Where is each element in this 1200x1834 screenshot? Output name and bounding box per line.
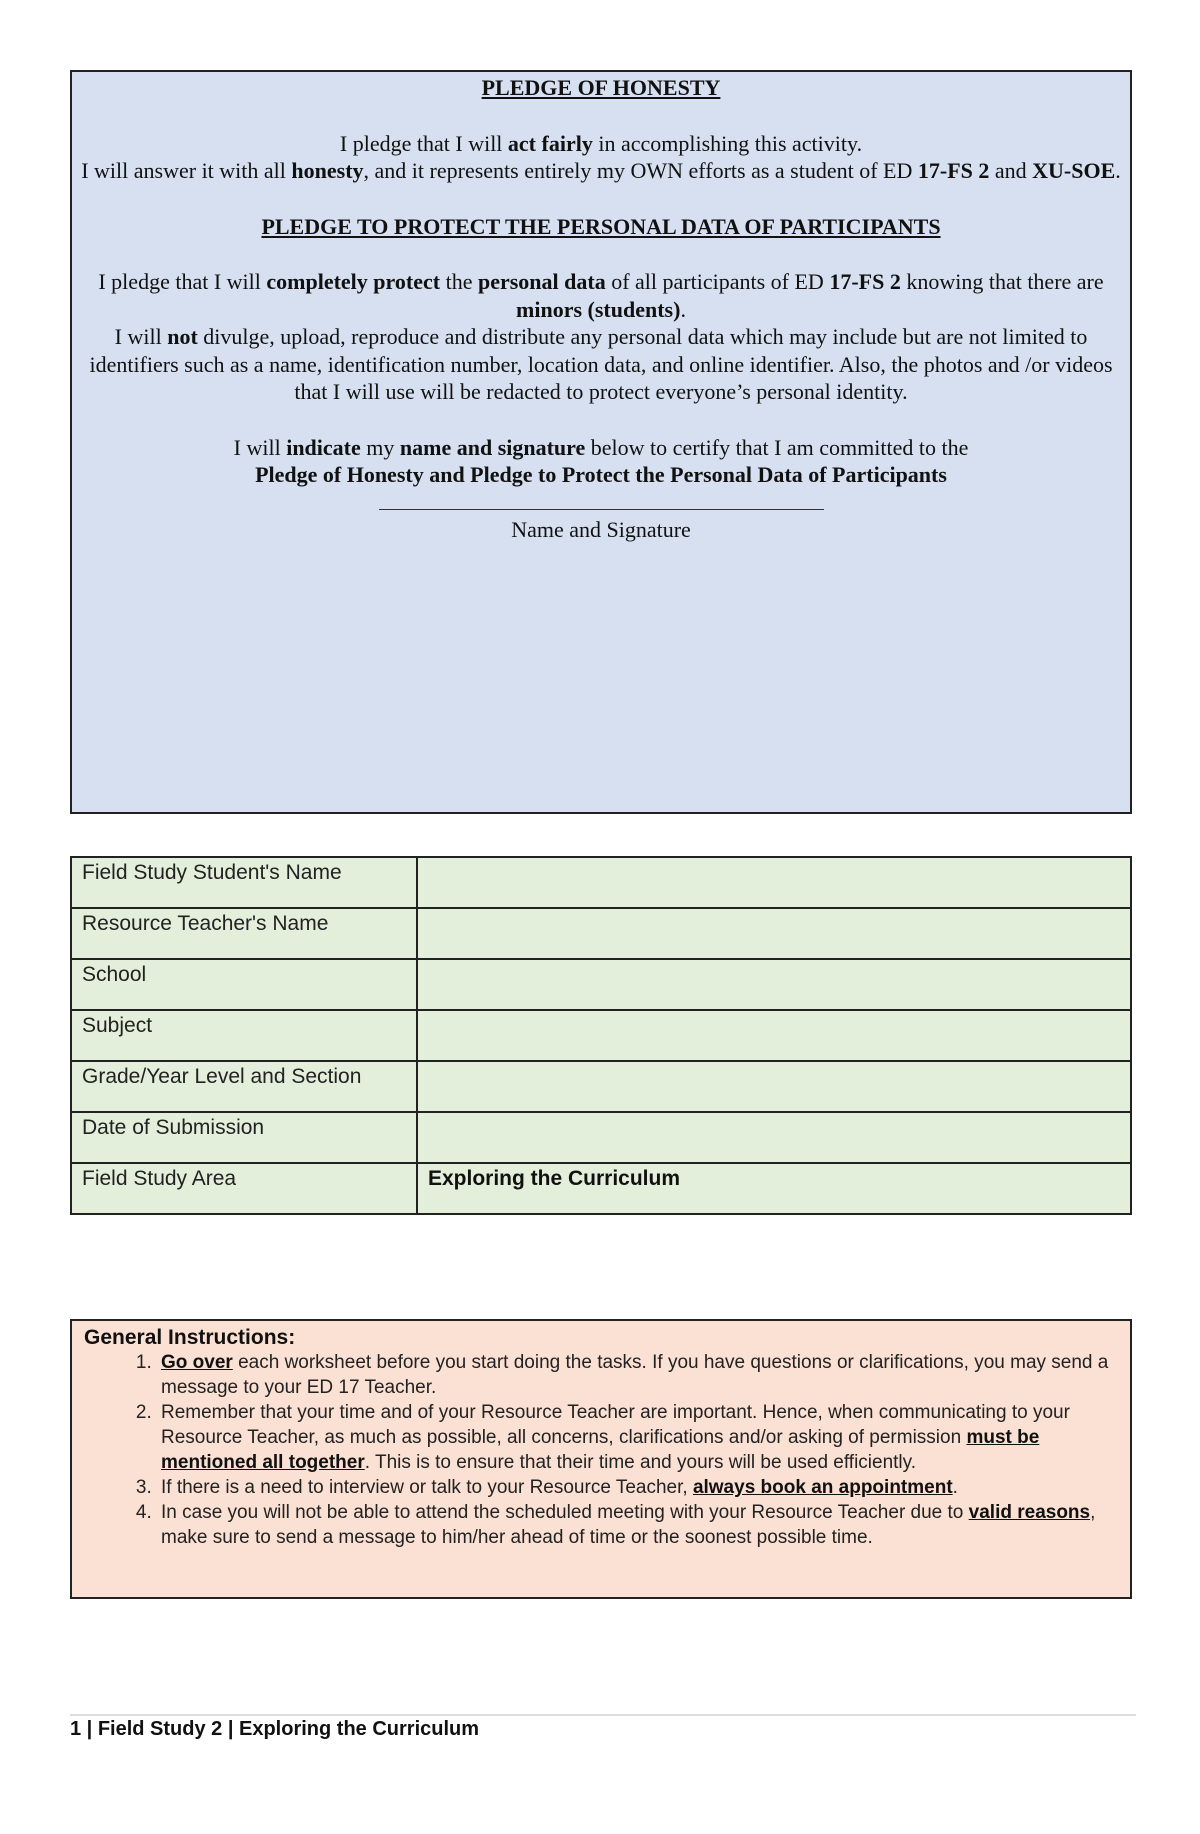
pledge-data-title: PLEDGE TO PROTECT THE PERSONAL DATA OF PARTICIPANTS: [261, 213, 941, 239]
signature-line[interactable]: [72, 489, 1130, 517]
table-row: [71, 1061, 1131, 1112]
pledge-box: [70, 70, 1132, 814]
row-label: Field Study Area: [71, 1163, 417, 1214]
table-row: [71, 857, 1131, 908]
list-item: 2. Remember that your time and of your Resource Teacher are important. Hence, when communicating to your Resource Teacher, as much as possible, all concerns, clarifications and/or asking of permission must be mentioned all together. This is to ensure that their time and yours will be used efficiently.: [157, 1400, 1118, 1475]
table-row: [71, 1010, 1131, 1061]
row-label: Field Study Student's Name: [71, 857, 417, 908]
subject-field[interactable]: [417, 1010, 1131, 1061]
student-name-field[interactable]: [417, 857, 1131, 908]
table-row: [71, 959, 1131, 1010]
pledge-data-paragraph-2: I will not divulge, upload, reproduce and distribute any personal data which may include but are not limited to identifiers such as a name, identification number, location data, and online identifier. Also, the photos and /or videos that I will use will be redacted to protect everyone’s personal identity.: [89, 324, 1113, 404]
instructions-list: [84, 1350, 1118, 1550]
row-label: Subject: [71, 1010, 417, 1061]
list-item: 4. In case you will not be able to attend the scheduled meeting with your Resource Teacher due to valid reasons, make sure to send a message to him/her ahead of time or the soonest possible time.: [157, 1500, 1118, 1550]
student-info-table: [70, 856, 1132, 1215]
resource-teacher-field[interactable]: [417, 908, 1131, 959]
pledge-certify-title: Pledge of Honesty and Pledge to Protect the Personal Data of Participants: [255, 462, 947, 487]
general-instructions-box: [70, 1319, 1132, 1599]
pledge-data-paragraph-1: I pledge that I will completely protect the personal data of all participants of ED 17-FS 2 knowing that there are minors (students).: [98, 269, 1104, 322]
page-footer: 1 | Field Study 2 | Exploring the Curriculum: [70, 1718, 480, 1740]
pledge-line-1: I pledge that I will act fairly in accomplishing this activity.: [339, 130, 863, 156]
grade-section-field[interactable]: [417, 1061, 1131, 1112]
footer-divider: [70, 1714, 1136, 1716]
row-label: Grade/Year Level and Section: [71, 1061, 417, 1112]
row-label: Date of Submission: [71, 1112, 417, 1163]
school-field[interactable]: [417, 959, 1131, 1010]
table-row: [71, 908, 1131, 959]
pledge-of-honesty-title: PLEDGE OF HONESTY: [481, 75, 721, 100]
list-item: 3. If there is a need to interview or talk to your Resource Teacher, always book an appointment.: [157, 1475, 1118, 1500]
date-submission-field[interactable]: [417, 1112, 1131, 1163]
instructions-title: General Instructions:: [84, 1326, 296, 1349]
table-row: [71, 1112, 1131, 1163]
field-study-area-value: Exploring the Curriculum: [417, 1163, 1131, 1214]
row-label: School: [71, 959, 417, 1010]
row-label: Resource Teacher's Name: [71, 908, 417, 959]
list-item: 1. Go over each worksheet before you start doing the tasks. If you have questions or clarifications, you may send a message to your ED 17 Teacher.: [157, 1350, 1118, 1400]
pledge-line-2: I will answer it with all honesty, and it represents entirely my OWN efforts as a student of ED 17-FS 2 and XU-SOE.: [81, 158, 1121, 183]
signature-label: Name and Signature: [511, 517, 691, 542]
table-row: [71, 1163, 1131, 1214]
pledge-certify-line: I will indicate my name and signature below to certify that I am committed to the: [233, 434, 969, 460]
